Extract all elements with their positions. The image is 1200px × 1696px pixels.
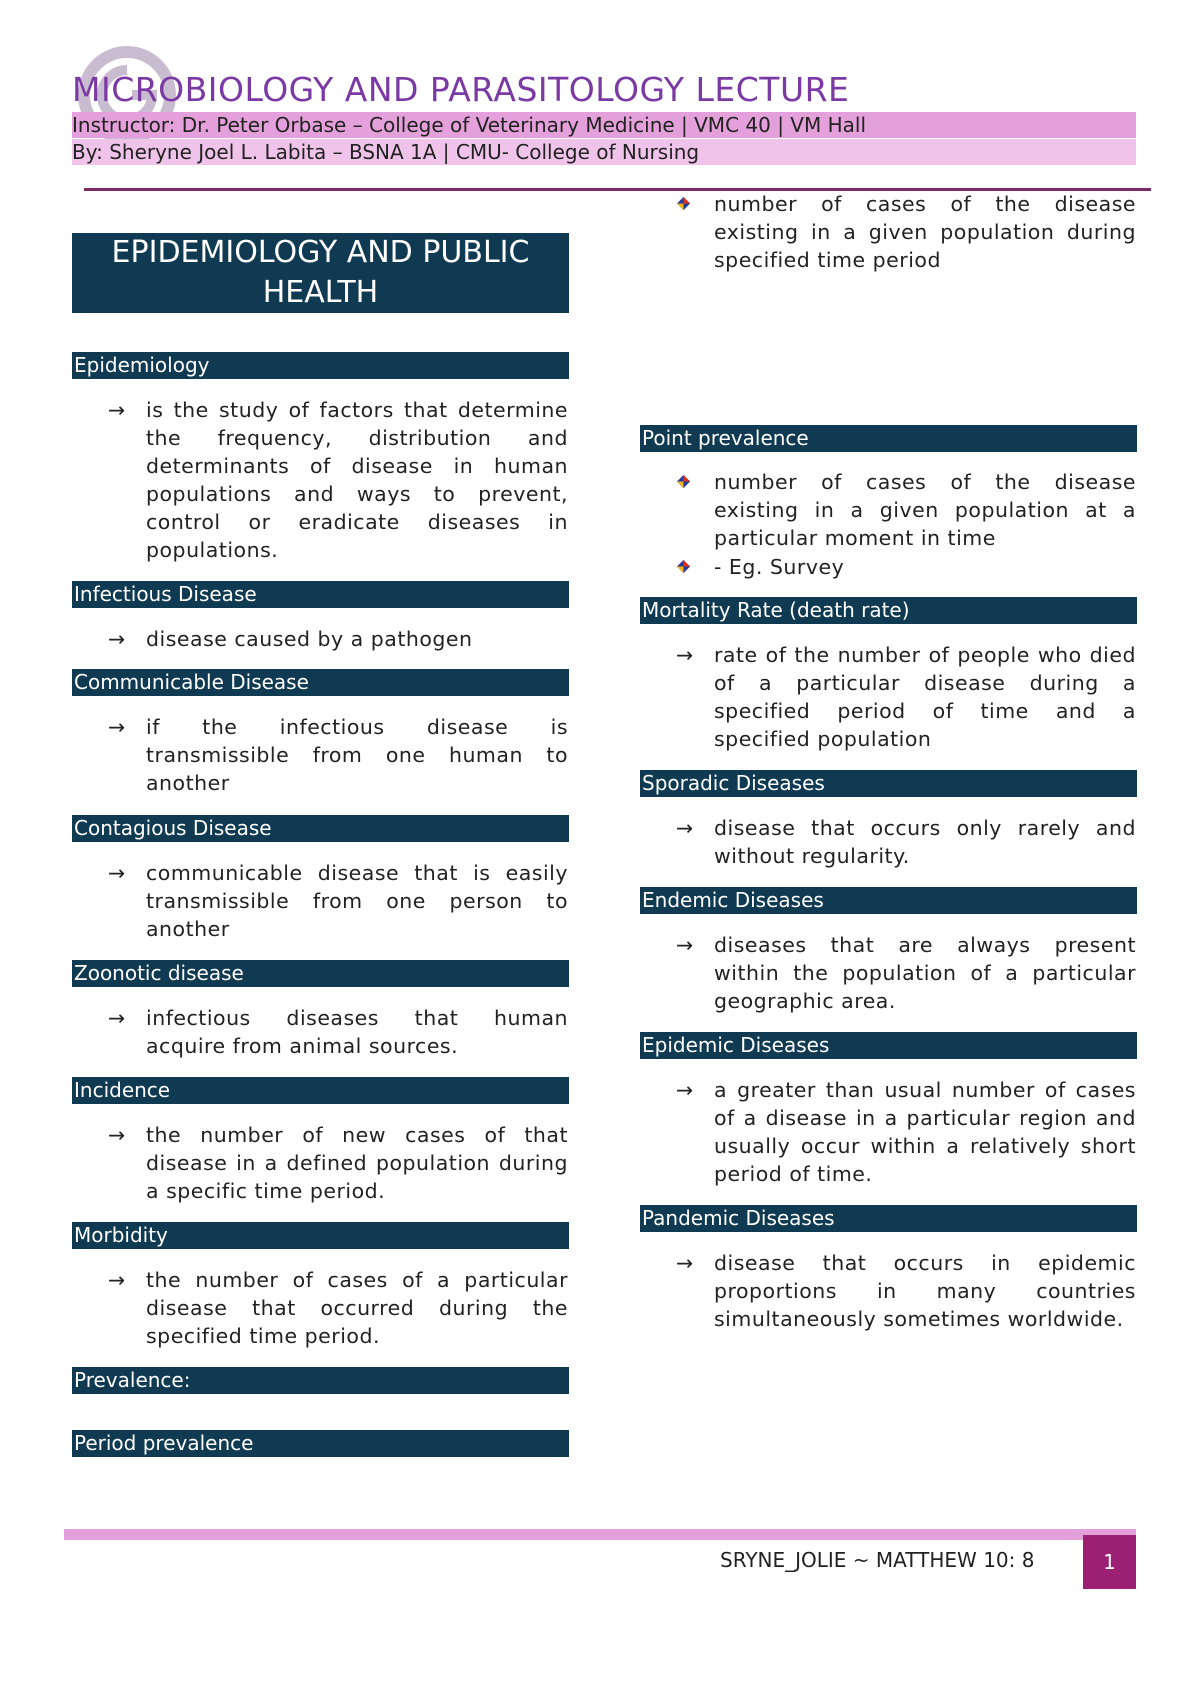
arrow-icon: → — [108, 715, 126, 739]
definition-zoonotic-disease — [108, 1004, 568, 1060]
author-line: By: Sheryne Joel L. Labita – BSNA 1A | CMU- College of Nursing — [72, 139, 1136, 165]
section-endemic-diseases: Endemic Diseases — [640, 887, 1137, 914]
section-point-prevalence: Point prevalence — [640, 425, 1137, 452]
definition-contagious-disease — [108, 859, 568, 943]
topic-line-2: HEALTH — [262, 275, 379, 310]
page-title: MICROBIOLOGY AND PARASITOLOGY LECTURE — [72, 70, 850, 109]
section-period-prevalence: Period prevalence — [72, 1430, 569, 1457]
arrow-icon: → — [676, 1078, 694, 1102]
footer-text: SRYNE_JOLIE ~ MATTHEW 10: 8 — [720, 1548, 1035, 1572]
section-infectious-disease: Infectious Disease — [72, 581, 569, 608]
section-mortality-rate: Mortality Rate (death rate) — [640, 597, 1137, 624]
definition-text: disease that occurs in epidemic proportions in many countries simultaneously sometimes worldwide. — [714, 1251, 1136, 1331]
arrow-icon: → — [108, 861, 126, 885]
example-point-prevalence — [714, 553, 1136, 581]
definition-text: number of cases of the disease existing in a given population at a particular moment in time — [714, 470, 1136, 550]
definition-text: rate of the number of people who died of a particular disease during a specified period of time and a specified population — [714, 643, 1136, 751]
page-number: 1 — [1083, 1535, 1136, 1589]
footer-divider — [64, 1529, 1136, 1540]
section-communicable-disease: Communicable Disease — [72, 669, 569, 696]
diamond-bullet-icon — [676, 468, 691, 496]
section-epidemiology: Epidemiology — [72, 352, 569, 379]
definition-text: a greater than usual number of cases of a disease in a particular region and usually occur within a relatively short period of time. — [714, 1078, 1136, 1186]
definition-infectious-disease — [108, 625, 568, 653]
section-contagious-disease: Contagious Disease — [72, 815, 569, 842]
definition-epidemic-diseases — [676, 1076, 1136, 1188]
topic-heading — [72, 233, 569, 313]
definition-text: the number of cases of a particular disease that occurred during the specified time period. — [146, 1268, 568, 1348]
definition-text: the number of new cases of that disease in a defined population during a specific time period. — [146, 1123, 568, 1203]
definition-sporadic-diseases — [676, 814, 1136, 870]
arrow-icon: → — [108, 1006, 126, 1030]
definition-text: communicable disease that is easily transmissible from one person to another — [146, 861, 568, 941]
section-incidence: Incidence — [72, 1077, 569, 1104]
definition-morbidity — [108, 1266, 568, 1350]
section-epidemic-diseases: Epidemic Diseases — [640, 1032, 1137, 1059]
definition-text: is the study of factors that determine the frequency, distribution and determinants of disease in human populations and ways to prevent, control or eradicate diseases in populations. — [146, 398, 568, 562]
definition-text: if the infectious disease is transmissible from one human to another — [146, 715, 568, 795]
arrow-icon: → — [108, 1268, 126, 1292]
definition-text: diseases that are always present within the population of a particular geographic area. — [714, 933, 1136, 1013]
arrow-icon: → — [108, 627, 126, 651]
arrow-icon: → — [676, 1251, 694, 1275]
definition-incidence — [108, 1121, 568, 1205]
definition-endemic-diseases — [676, 931, 1136, 1015]
definition-period-prevalence — [714, 190, 1136, 274]
diamond-bullet-icon — [676, 190, 691, 218]
definition-communicable-disease — [108, 713, 568, 797]
section-pandemic-diseases: Pandemic Diseases — [640, 1205, 1137, 1232]
section-sporadic-diseases: Sporadic Diseases — [640, 770, 1137, 797]
definition-text: infectious diseases that human acquire from animal sources. — [146, 1006, 568, 1058]
definition-epidemiology — [108, 396, 568, 564]
definition-point-prevalence — [714, 468, 1136, 552]
arrow-icon: → — [676, 933, 694, 957]
instructor-line: Instructor: Dr. Peter Orbase – College of Veterinary Medicine | VMC 40 | VM Hall — [72, 112, 1136, 138]
example-text: - Eg. Survey — [714, 555, 845, 579]
definition-text: number of cases of the disease existing in a given population during specified time period — [714, 192, 1136, 272]
definition-text: disease that occurs only rarely and without regularity. — [714, 816, 1136, 868]
definition-pandemic-diseases — [676, 1249, 1136, 1333]
section-zoonotic-disease: Zoonotic disease — [72, 960, 569, 987]
section-prevalence: Prevalence: — [72, 1367, 569, 1394]
arrow-icon: → — [676, 643, 694, 667]
arrow-icon: → — [676, 816, 694, 840]
arrow-icon: → — [108, 398, 126, 422]
section-morbidity: Morbidity — [72, 1222, 569, 1249]
diamond-bullet-icon — [676, 553, 691, 581]
definition-mortality-rate — [676, 641, 1136, 753]
topic-line-1: EPIDEMIOLOGY AND PUBLIC — [111, 235, 530, 270]
definition-text: disease caused by a pathogen — [146, 627, 473, 651]
arrow-icon: → — [108, 1123, 126, 1147]
